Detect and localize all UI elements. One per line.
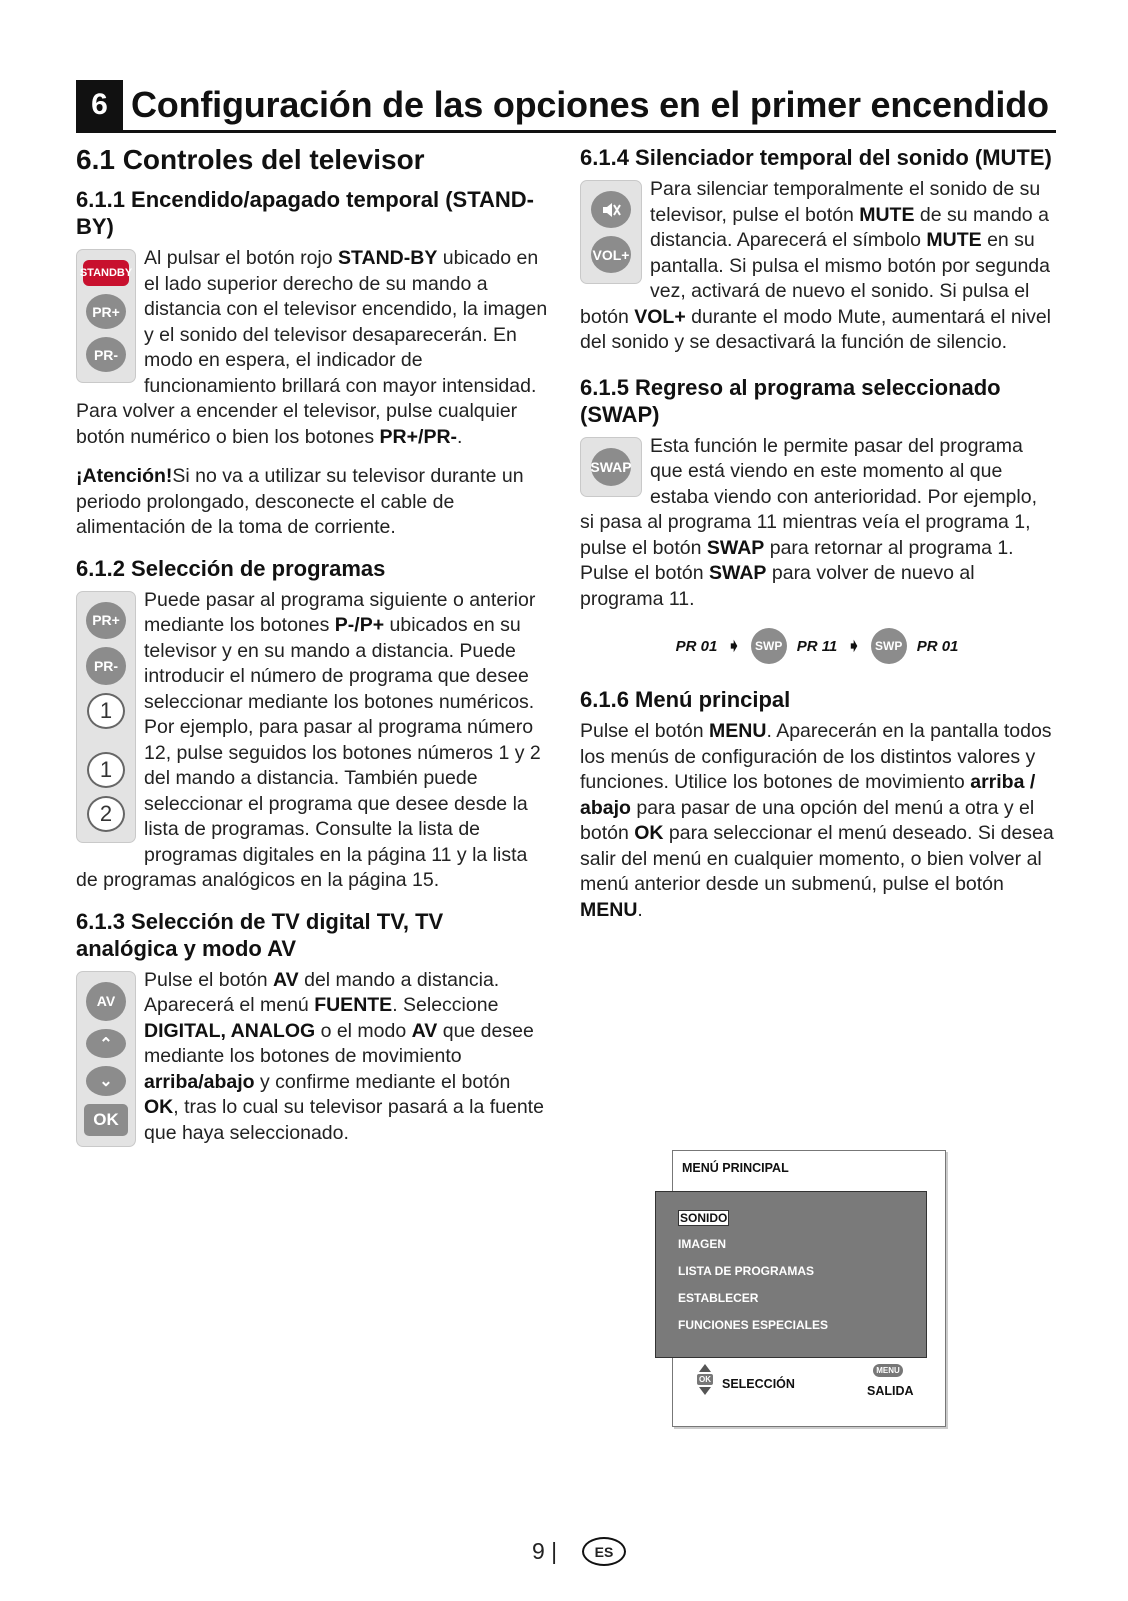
- number-2-button-icon: 2: [87, 796, 125, 832]
- mute-speaker-icon: [591, 191, 631, 228]
- section-6-1-6-text: Pulse el botón MENU. Aparecerán en la pantalla todos los menús de configuración de los distintos valores y funciones. Utilice los botones de movimiento arriba / abajo para pasar de una opción del menú a otra y el botón OK para seleccionar el menú deseado. Si desea salir del menú en cualquier momento, o bien volver al menú anterior desde un submenú, pulse el botón MENU.: [580, 720, 1054, 921]
- mute-remote-image: [580, 180, 642, 284]
- program-label: PR 01: [675, 637, 718, 655]
- section-6-1-5: [580, 374, 1054, 665]
- vol-plus-button-icon: VOL+: [591, 236, 631, 273]
- menu-list-panel: [655, 1191, 927, 1358]
- section-6-1-1: [76, 186, 550, 541]
- exit-label: SALIDA: [867, 1384, 914, 1398]
- menu-item-sonido[interactable]: SONIDO: [680, 1211, 728, 1225]
- pr-plus-button-icon: PR+: [86, 602, 126, 640]
- left-column: [76, 138, 550, 1160]
- swp-button-icon: SWP: [751, 628, 787, 664]
- standby-remote-image: [76, 249, 136, 383]
- number-1-button-icon: 1: [87, 693, 125, 729]
- menu-item-funciones-especiales[interactable]: FUNCIONES ESPECIALES: [678, 1318, 829, 1332]
- pr-plus-button-icon: PR+: [86, 294, 126, 329]
- section-6-1-3: [76, 908, 550, 1147]
- chapter-number: 6: [76, 80, 123, 130]
- main-menu-screen: [672, 1150, 946, 1427]
- section-6-1-title: 6.1 Controles del televisor: [76, 144, 425, 175]
- swap-remote-image: [580, 437, 642, 497]
- section-6-1-6-title: 6.1.6 Menú principal: [580, 687, 791, 712]
- section-6-1-2-text: Puede pasar al programa siguiente o anterior mediante los botones P-/P+ ubicados en su televisor y en su mando a distancia. Puede introducir el número de programa que desee seleccionar mediante los botones numéricos. Por ejemplo, para pasar al programa número 12, pulse seguidos los botones números 1 y 2 del mando a distancia. También puede seleccionar el programa que desee desde la lista de programas. Consulte la lista de programas digitales en la página 11 y la lista de programas analógicos en la página 15.: [76, 588, 541, 891]
- av-remote-image: [76, 971, 136, 1147]
- language-badge: ES: [582, 1537, 626, 1566]
- chapter-title: Configuración de las opciones en el primer encendido: [131, 84, 1049, 125]
- arrow-right-icon: ➧: [847, 638, 861, 655]
- section-6-1-1-text: Al pulsar el botón rojo STAND-BY ubicado en el lado superior derecho de su mando a distancia con el televisor encendido, la imagen y el sonido del televisor desaparecerán. En modo en espera, el indicador de funcionamiento brillará con mayor intensidad. Para volver a encender el televisor, pulse cualquier botón numérico o bien los botones PR+/PR-.: [76, 247, 548, 448]
- number-1-button-icon: 1: [87, 752, 125, 788]
- pr-minus-button-icon: PR-: [86, 647, 126, 685]
- nav-ok-icon: OK: [697, 1364, 713, 1395]
- section-6-1-3-text: Pulse el botón AV del mando a distancia. Aparecerá el menú FUENTE. Seleccione DIGITAL, ANALOG o el modo AV que desee mediante los botones de movimiento arriba/abajo y confirme mediante el botón OK, tras lo cual su televisor pasará a la fuente que haya seleccionado.: [144, 968, 544, 1144]
- menu-item-imagen[interactable]: IMAGEN: [678, 1237, 726, 1251]
- av-button-icon: AV: [86, 982, 126, 1021]
- menu-item-establecer[interactable]: ESTABLECER: [678, 1291, 759, 1305]
- up-arrow-button-icon: ⌃: [86, 1029, 126, 1059]
- program-remote-image: [76, 591, 136, 843]
- down-arrow-button-icon: ⌄: [86, 1066, 126, 1096]
- arrow-right-icon: ➧: [727, 638, 741, 655]
- standby-button-icon: STANDBY: [83, 260, 129, 286]
- page-number: 9 |: [532, 1538, 558, 1564]
- ok-button-icon: OK: [84, 1104, 128, 1136]
- section-6-1-2: [76, 555, 550, 894]
- section-6-1-3-title: 6.1.3 Selección de TV digital TV, TV analógica y modo AV: [76, 908, 444, 961]
- right-column: [580, 144, 1054, 937]
- section-6-1-4: [580, 144, 1054, 356]
- program-label: PR 11: [796, 637, 838, 655]
- swp-button-icon: SWP: [871, 628, 907, 664]
- selection-label: SELECCIÓN: [722, 1377, 795, 1391]
- section-6-1-5-text: Esta función le permite pasar del programa que está viendo en este momento al que estaba viendo con anterioridad. Por ejemplo, si pasa al programa 11 mientras veía el programa 1, pulse el botón SWAP para retornar al programa 1. Pulse el botón SWAP para volver de nuevo al programa 11.: [580, 434, 1037, 610]
- section-6-1-1-title: 6.1.1 Encendido/apagado temporal (STAND-BY): [76, 187, 534, 239]
- program-label: PR 01: [916, 637, 959, 655]
- menu-button-icon: MENU: [873, 1364, 903, 1377]
- menu-item-lista-programas[interactable]: LISTA DE PROGRAMAS: [678, 1264, 815, 1278]
- section-6-1-2-title: 6.1.2 Selección de programas: [76, 555, 386, 581]
- attention-note: ¡Atención!Si no va a utilizar su televisor durante un periodo prolongado, desconecte el cable de alimentación de la toma de corriente.: [76, 465, 524, 538]
- swap-button-icon: SWAP: [591, 448, 631, 486]
- section-6-1-6: [580, 686, 1054, 923]
- section-6-1-5-title: 6.1.5 Regreso al programa seleccionado (SWAP): [580, 374, 1001, 427]
- chapter-rule: [76, 130, 1056, 133]
- section-6-1-4-title: 6.1.4 Silenciador temporal del sonido (MUTE): [580, 145, 1052, 170]
- pr-minus-button-icon: PR-: [86, 337, 126, 372]
- section-6-1-4-text: Para silenciar temporalmente el sonido de su televisor, pulse el botón MUTE de su mando a distancia. Aparecerá el símbolo MUTE en su pantalla. Si pulsa el mismo botón por segunda vez, activará de nuevo el sonido. Si pulsa el botón VOL+ durante el modo Mute, aumentará el nivel del sonido y se desactivará la función de silencio.: [580, 178, 1052, 353]
- swap-diagram: [580, 628, 1054, 664]
- menu-title: MENÚ PRINCIPAL: [682, 1161, 789, 1175]
